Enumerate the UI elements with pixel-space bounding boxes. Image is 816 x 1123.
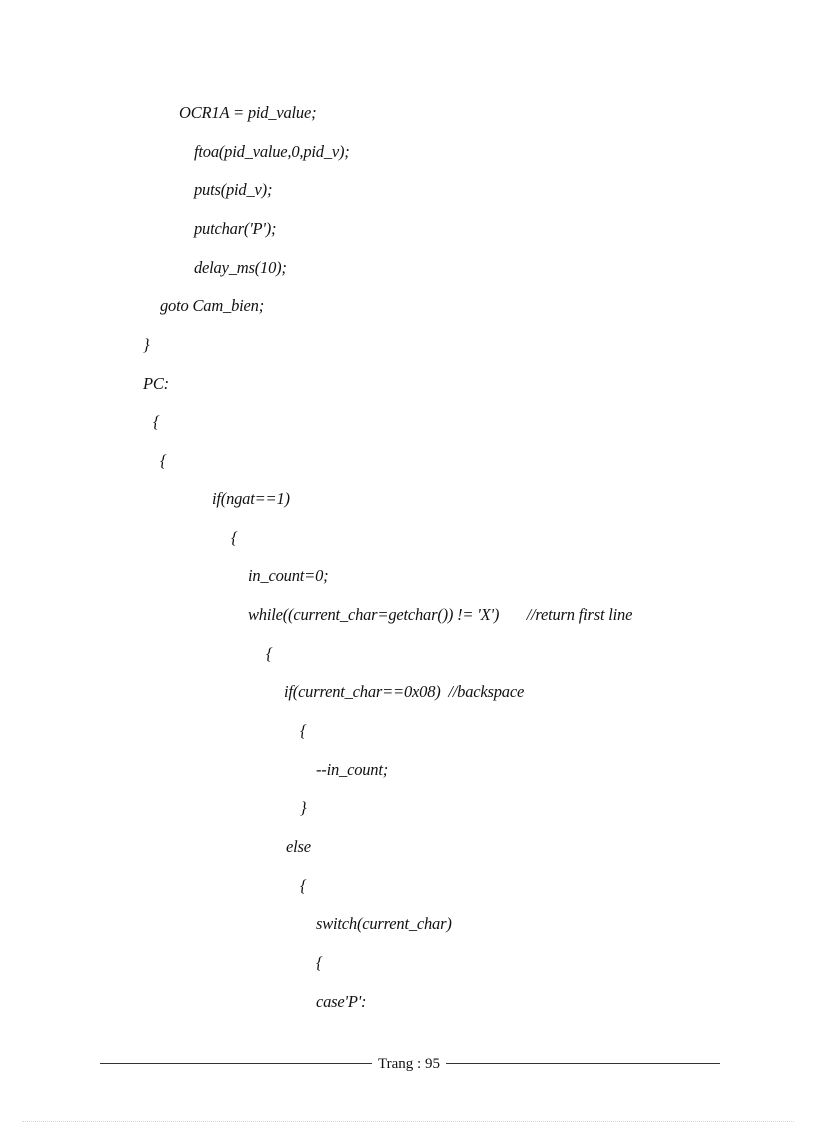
- footer-rule-right: [446, 1063, 720, 1064]
- code-line-22: switch(current_char): [316, 914, 452, 933]
- code-line-2: ftoa(pid_value,0,pid_v);: [194, 142, 350, 161]
- code-line-20: else: [286, 837, 311, 856]
- code-line-23: {: [316, 953, 323, 972]
- page-edge-divider: [22, 1121, 794, 1122]
- code-line-12: {: [231, 528, 238, 547]
- code-line-9: {: [153, 412, 160, 431]
- code-line-24: case'P':: [316, 992, 367, 1011]
- code-line-21: {: [300, 876, 307, 895]
- code-line-10: {: [160, 451, 167, 470]
- code-line-13: in_count=0;: [248, 566, 329, 585]
- code-line-5: delay_ms(10);: [194, 258, 287, 277]
- code-line-16: if(current_char==0x08) //backspace: [284, 682, 525, 701]
- code-line-18: --in_count;: [316, 760, 389, 779]
- code-line-11: if(ngat==1): [212, 489, 290, 508]
- code-line-4: putchar('P');: [194, 219, 277, 238]
- code-line-17: {: [300, 721, 307, 740]
- code-line-1: OCR1A = pid_value;: [179, 103, 317, 122]
- page-footer: [100, 1053, 720, 1075]
- code-line-8: PC:: [143, 374, 169, 393]
- footer-rule-left: [100, 1063, 372, 1064]
- code-line-6: goto Cam_bien;: [160, 296, 264, 315]
- page-number: Trang : 95: [378, 1056, 440, 1072]
- code-line-7: }: [143, 335, 150, 354]
- code-line-14: while((current_char=getchar()) != 'X') //return first line: [248, 605, 633, 624]
- code-line-3: puts(pid_v);: [194, 180, 273, 199]
- code-line-19: }: [300, 798, 307, 817]
- code-line-15: {: [266, 644, 273, 663]
